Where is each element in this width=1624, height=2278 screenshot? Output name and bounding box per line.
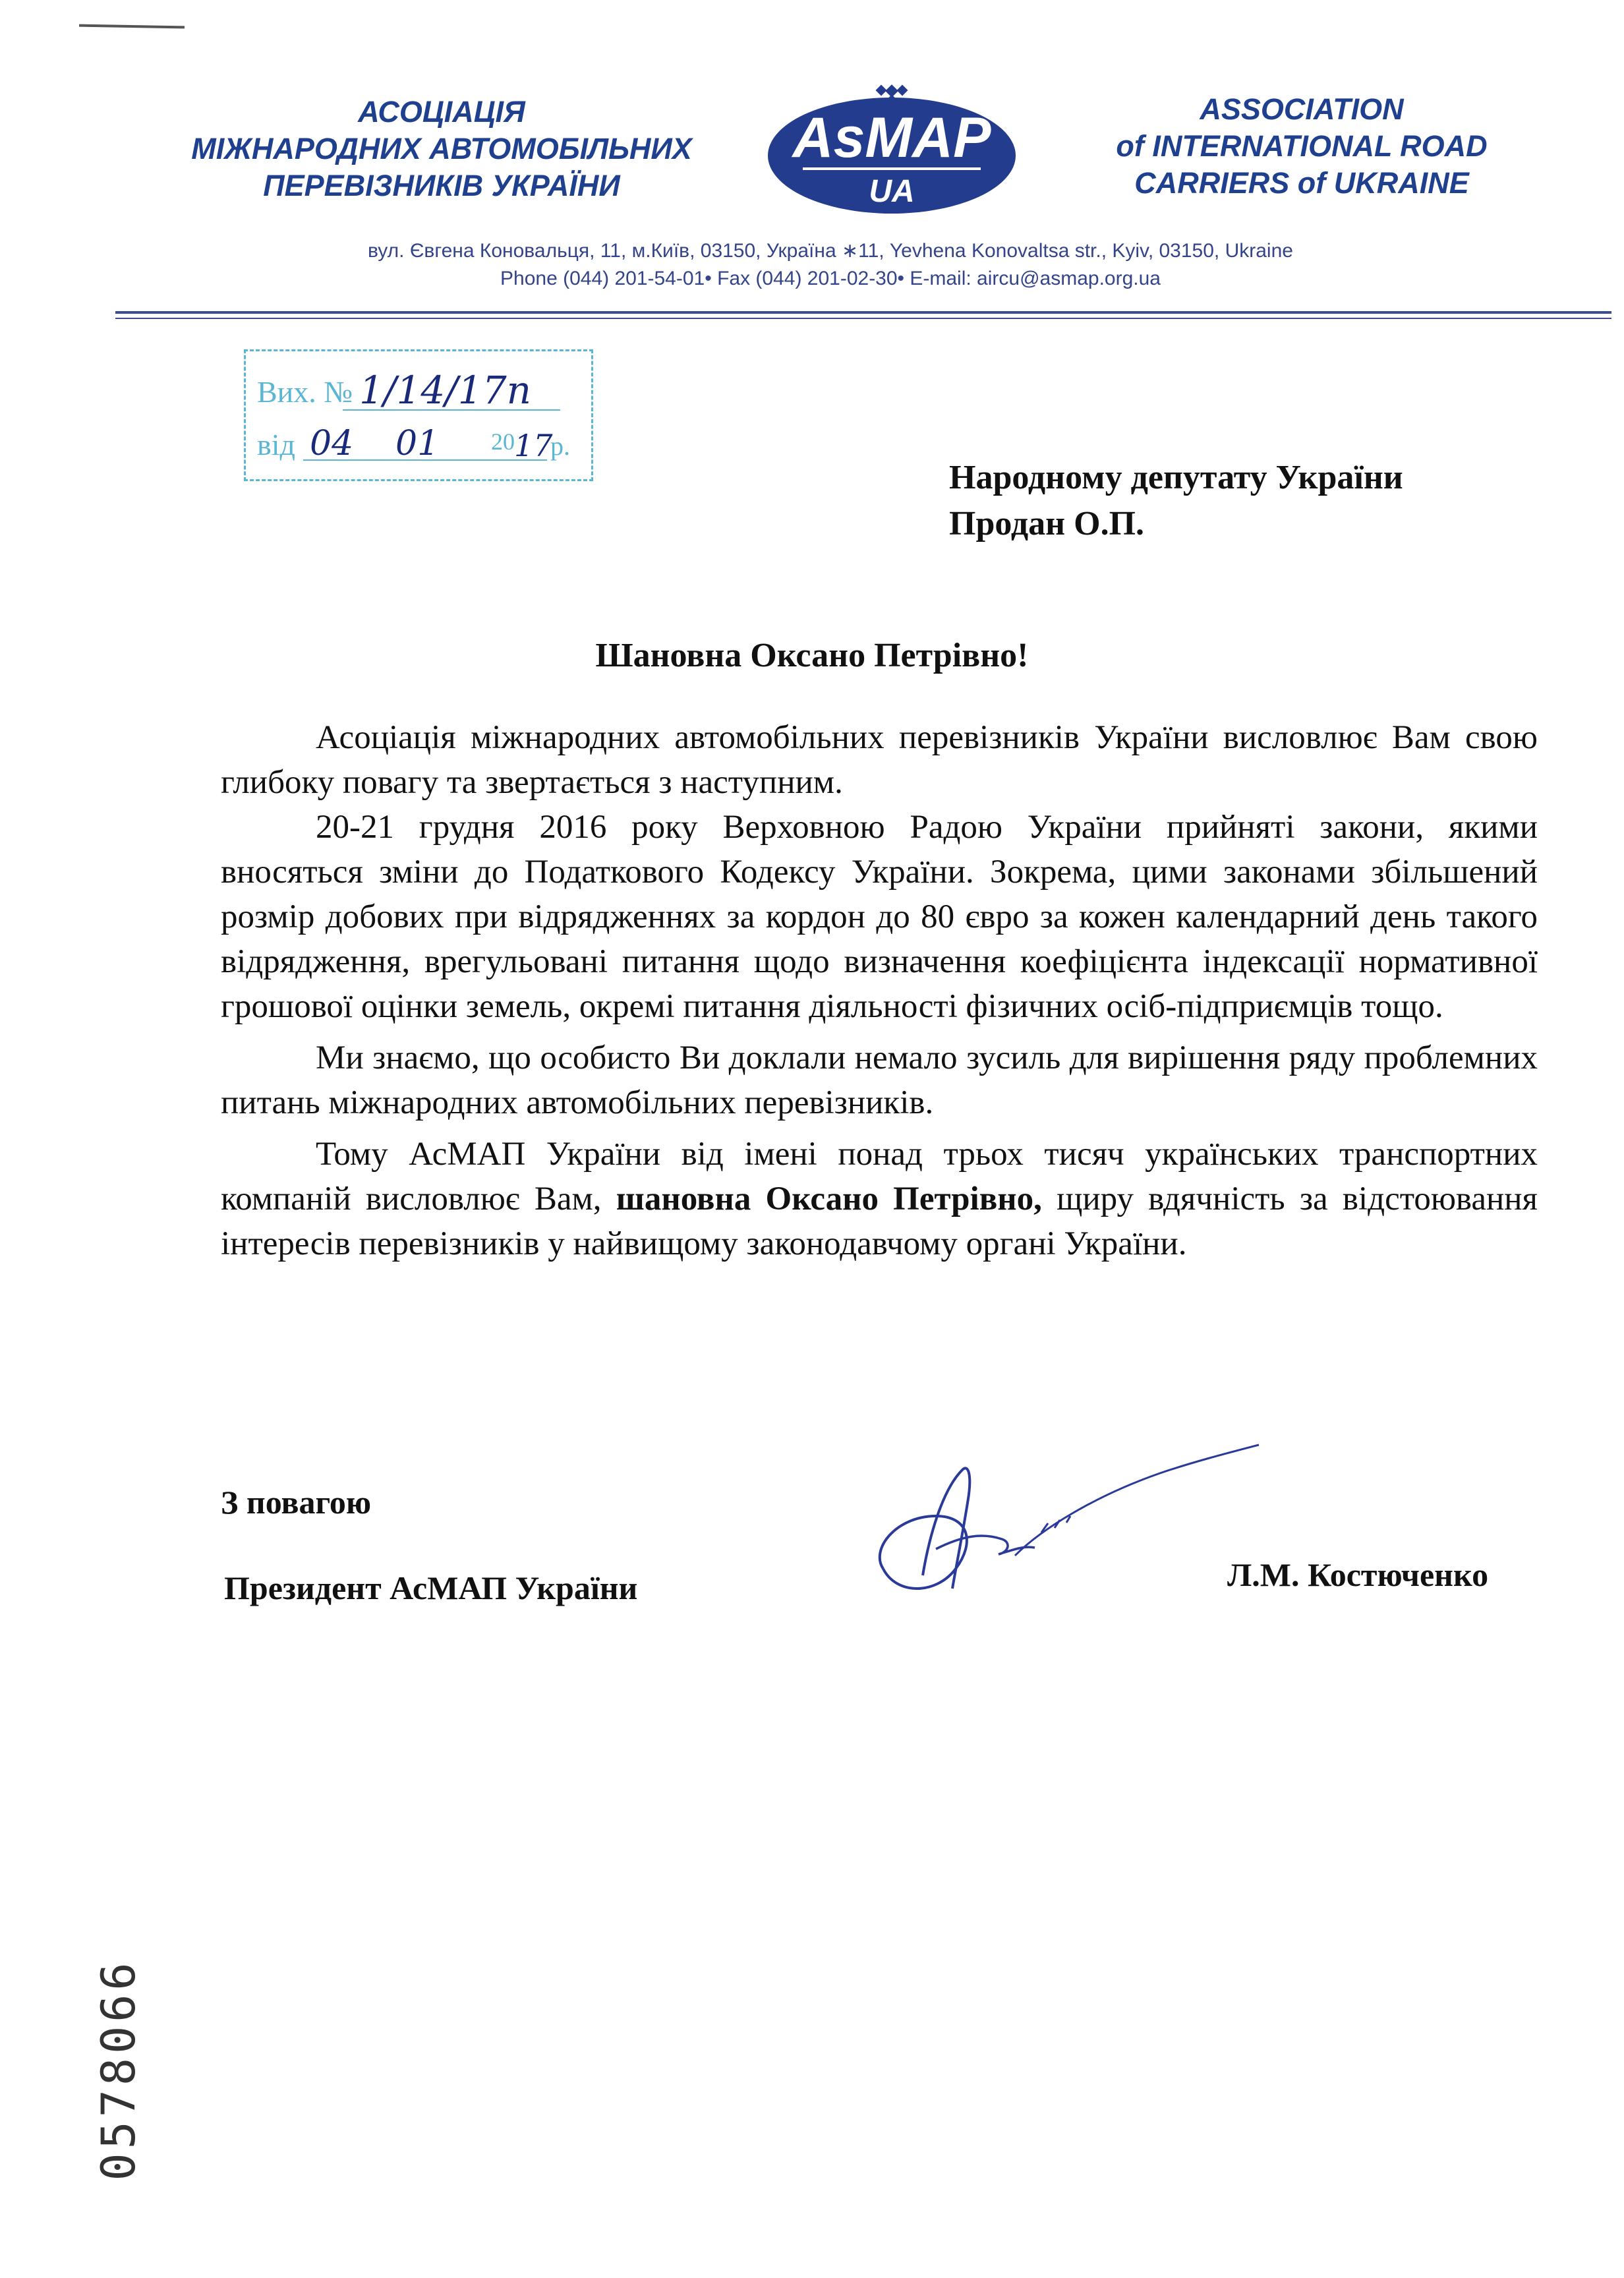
org-name-en: [1048, 91, 1555, 202]
org-name-en-line: CARRIERS of UKRAINE: [1134, 166, 1469, 200]
registration-number-text: 0578066: [92, 1958, 146, 2181]
body-text-run: Тому АсМАП України від імені понад трьох тисяч українських транспортних компаній висловлює Вам,: [221, 1136, 1538, 1217]
stamp-out-number: 1/14/17п: [359, 368, 531, 413]
signer-name: Л.М. Костюченко: [1227, 1556, 1489, 1593]
asmap-logo: [763, 78, 1020, 216]
recipient-name: Продан О.П.: [949, 505, 1145, 542]
header-divider: [115, 311, 1611, 314]
stamp-month: 01: [395, 424, 440, 463]
stamp-date-label: від: [257, 428, 295, 461]
stamp-year-prefix: 20: [491, 428, 515, 455]
contact-line: Phone (044) 201-54-01• Fax (044) 201-02-30• E-mail: aircu@asmap.org.ua: [500, 268, 1161, 289]
recipient-title: Народному депутату України: [949, 459, 1403, 496]
org-name-ua-line: АСОЦІАЦІЯ: [358, 95, 525, 129]
logo-text: AsMAP: [792, 106, 991, 169]
body-paragraph: 20-21 грудня 2016 року Верховною Радою України прийняті закони, якими вносяться зміни до Податкового Кодексу України. Зокрема, цими законами збільшений розмір добових при відрядженнях за кордон до 80 євро за кожен календарний день такого відрядження, врегульовані питання щодо визначення коефіцієнта індексації нормативної грошової оцінки земель, окремі питання діяльності фізичних осіб-підприємців тощо.: [221, 809, 1538, 1025]
body-emphasis: шановна Оксано Петрівно,: [616, 1181, 1042, 1217]
body-paragraph: Ми знаємо, що особисто Ви доклали немало зусиль для вирішення ряду проблемних питань міжнародних автомобільних перевізників.: [221, 1039, 1538, 1121]
stamp-year-mark: р.: [550, 431, 570, 461]
handwritten-signature: [857, 1417, 1265, 1628]
outgoing-stamp-content: [244, 349, 593, 481]
body-text-run: щиру вдячність за відстоювання інтересів перевізників у найвищому законодавчому органі України.: [221, 1181, 1538, 1262]
org-name-en-line: ASSOCIATION: [1200, 92, 1404, 126]
body-paragraph: Асоціація міжнародних автомобільних перевізників України висловлює Вам свою глибоку повагу та звертається з наступним.: [221, 719, 1538, 801]
logo-sub: UA: [869, 174, 915, 209]
stamp-out-label: Вих. №: [257, 375, 353, 409]
scan-mark: [79, 24, 185, 29]
stamp-year-suffix: 17: [514, 428, 553, 463]
org-name-ua-line: МІЖНАРОДНИХ АВТОМОБІЛЬНИХ: [191, 132, 692, 165]
address-line: вул. Євгена Коновальця, 11, м.Київ, 03150, Україна ∗11, Yevhena Konovaltsa str., Kyiv, 03150, Ukraine: [368, 240, 1293, 262]
org-name-ua-line: ПЕРЕВІЗНИКІВ УКРАЇНИ: [263, 169, 620, 202]
registration-number: [79, 1958, 158, 2181]
closing: З повагою: [221, 1484, 372, 1521]
salutation: Шановна Оксано Петрівно!: [595, 637, 1029, 674]
header-divider-thin: [115, 318, 1611, 319]
recipient-block: [949, 455, 1403, 547]
body-paragraph: [221, 1132, 1538, 1266]
signer-position: Президент АсМАП України: [224, 1569, 638, 1606]
address-block: [198, 237, 1463, 293]
stamp-day: 04: [310, 424, 354, 463]
letter-body: [221, 715, 1538, 1266]
org-name-en-line: of INTERNATIONAL ROAD: [1116, 129, 1488, 163]
org-name-ua: [132, 94, 751, 204]
